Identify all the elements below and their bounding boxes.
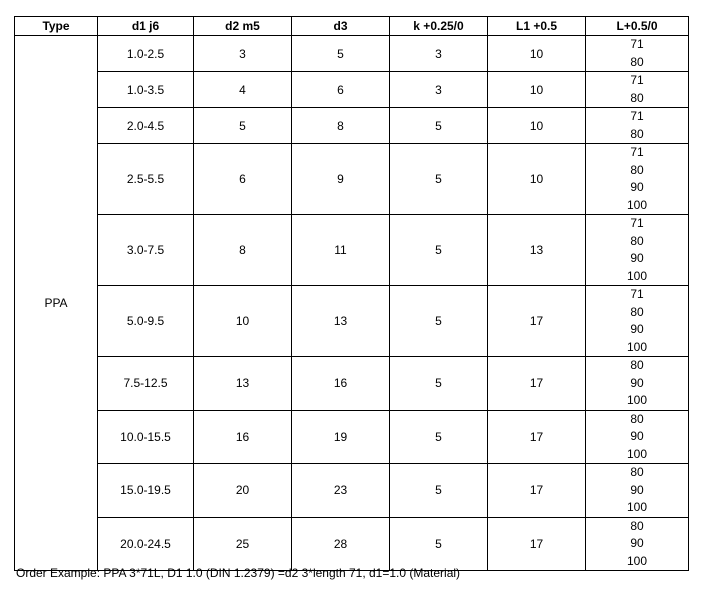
d3-cell: 8 (292, 108, 390, 144)
table-row (15, 410, 689, 464)
d2-cell: 4 (194, 72, 292, 108)
k-cell: 5 (390, 108, 488, 144)
k-cell: 5 (390, 464, 488, 518)
d3-cell: 9 (292, 144, 390, 215)
length-option: 80 (630, 233, 644, 248)
d3-cell: 13 (292, 286, 390, 357)
d2-cell: 10 (194, 286, 292, 357)
length-option: 80 (630, 304, 644, 319)
k-cell: 5 (390, 215, 488, 286)
length-option: 90 (630, 482, 644, 497)
l1-cell: 10 (488, 72, 586, 108)
d3-cell: 5 (292, 36, 390, 72)
d3-cell: 6 (292, 72, 390, 108)
length-cell (586, 36, 689, 72)
l1-cell: 17 (488, 286, 586, 357)
d1-cell: 7.5-12.5 (98, 357, 194, 411)
d2-cell: 5 (194, 108, 292, 144)
length-option: 80 (630, 411, 644, 426)
length-option: 80 (630, 358, 644, 372)
length-option: 100 (626, 339, 648, 354)
type-cell: PPA (15, 36, 98, 571)
header-d1: d1 j6 (98, 17, 194, 36)
d1-cell: 3.0-7.5 (98, 215, 194, 286)
d1-cell: 20.0-24.5 (98, 517, 194, 571)
header-d2: d2 m5 (194, 17, 292, 36)
length-cell (586, 517, 689, 571)
length-option: 100 (626, 500, 648, 514)
d1-cell: 1.0-3.5 (98, 72, 194, 108)
d2-cell: 13 (194, 357, 292, 411)
header-k: k +0.25/0 (390, 17, 488, 36)
length-cell (586, 108, 689, 144)
length-cell (586, 464, 689, 518)
length-option: 80 (630, 518, 644, 533)
k-cell: 5 (390, 410, 488, 464)
l1-cell: 17 (488, 410, 586, 464)
table-row (15, 36, 689, 72)
header-type: Type (15, 17, 98, 36)
l1-cell: 17 (488, 517, 586, 571)
length-cell (586, 72, 689, 108)
k-cell: 3 (390, 36, 488, 72)
length-option: 80 (630, 465, 644, 479)
d1-cell: 15.0-19.5 (98, 464, 194, 518)
length-option: 71 (630, 145, 644, 159)
d3-cell: 16 (292, 357, 390, 411)
l1-cell: 10 (488, 36, 586, 72)
table-row (15, 357, 689, 411)
length-option: 71 (630, 287, 644, 301)
d2-cell: 6 (194, 144, 292, 215)
k-cell: 5 (390, 517, 488, 571)
length-option: 100 (626, 393, 648, 407)
length-option: 100 (626, 197, 648, 212)
length-option: 80 (630, 90, 644, 105)
l1-cell: 10 (488, 144, 586, 215)
l1-cell: 13 (488, 215, 586, 286)
d1-cell: 1.0-2.5 (98, 36, 194, 72)
table-row (15, 215, 689, 286)
k-cell: 5 (390, 357, 488, 411)
length-cell (586, 144, 689, 215)
length-option: 90 (630, 429, 644, 443)
length-option: 80 (630, 162, 644, 177)
d1-cell: 5.0-9.5 (98, 286, 194, 357)
table-row (15, 517, 689, 571)
k-cell: 5 (390, 286, 488, 357)
length-option: 90 (630, 375, 644, 390)
l1-cell: 10 (488, 108, 586, 144)
l1-cell: 17 (488, 464, 586, 518)
d2-cell: 20 (194, 464, 292, 518)
header-d3: d3 (292, 17, 390, 36)
length-option: 100 (626, 446, 648, 461)
length-option: 80 (630, 126, 644, 141)
length-option: 100 (626, 268, 648, 283)
length-option: 71 (630, 216, 644, 230)
length-option: 90 (630, 251, 644, 265)
length-option: 71 (630, 109, 644, 123)
length-option: 100 (626, 553, 648, 568)
length-option: 90 (630, 322, 644, 336)
header-l: L+0.5/0 (586, 17, 689, 36)
l1-cell: 17 (488, 357, 586, 411)
length-cell (586, 286, 689, 357)
order-example-note: Order Example: PPA 3*71L, D1 1.0 (DIN 1.2379) =d2 3*length 71, d1=1.0 (Material) (16, 566, 461, 580)
length-cell (586, 357, 689, 411)
length-option: 80 (630, 54, 644, 69)
length-option: 71 (630, 73, 644, 87)
k-cell: 5 (390, 144, 488, 215)
d3-cell: 19 (292, 410, 390, 464)
length-option: 90 (630, 180, 644, 194)
length-option: 90 (630, 536, 644, 550)
table-row (15, 108, 689, 144)
d2-cell: 25 (194, 517, 292, 571)
spec-table (14, 16, 689, 571)
table-row (15, 464, 689, 518)
length-option: 71 (630, 37, 644, 51)
table-row (15, 286, 689, 357)
d1-cell: 2.5-5.5 (98, 144, 194, 215)
d1-cell: 10.0-15.5 (98, 410, 194, 464)
header-row (15, 17, 689, 36)
d3-cell: 23 (292, 464, 390, 518)
length-cell (586, 410, 689, 464)
d1-cell: 2.0-4.5 (98, 108, 194, 144)
d2-cell: 16 (194, 410, 292, 464)
d2-cell: 3 (194, 36, 292, 72)
table-row (15, 72, 689, 108)
header-l1: L1 +0.5 (488, 17, 586, 36)
d3-cell: 28 (292, 517, 390, 571)
length-cell (586, 215, 689, 286)
d3-cell: 11 (292, 215, 390, 286)
table-row (15, 144, 689, 215)
k-cell: 3 (390, 72, 488, 108)
d2-cell: 8 (194, 215, 292, 286)
